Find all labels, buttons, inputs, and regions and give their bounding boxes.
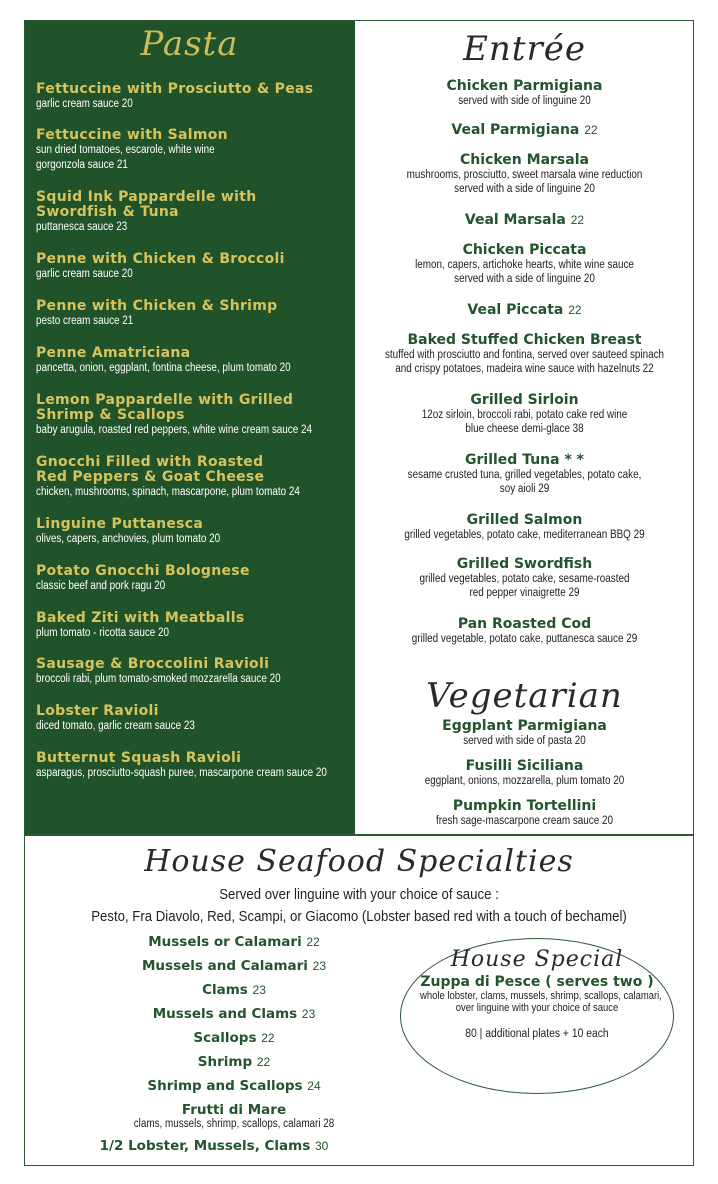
entree-item-name-text: Chicken Parmigiana	[446, 78, 603, 94]
pasta-item-name-2: Shrimp & Scallops	[36, 407, 185, 423]
entree-item	[358, 152, 691, 196]
house-special-title: House Special	[450, 947, 624, 972]
entree-item-desc: grilled vegetables, potato cake, sesame-roasted	[419, 573, 630, 585]
entree-item-desc-2: soy aioli 29	[499, 483, 550, 495]
entree-item-name	[358, 512, 691, 528]
seafood-item-name-text: Clams	[202, 982, 248, 998]
seafood-item-name-text: Shrimp and Scallops	[147, 1078, 303, 1094]
seafood-item	[54, 934, 414, 950]
vegetarian-title: Vegetarian	[426, 676, 623, 716]
pasta-item-desc: pesto cream sauce 21	[36, 315, 134, 327]
entree-item-desc: grilled vegetable, potato cake, puttanesca sauce 29	[411, 633, 638, 645]
entree-item-name-text: Pan Roasted Cod	[457, 616, 592, 632]
entree-item-name-text: Grilled Swordfish	[456, 556, 593, 572]
entree-item-desc: lemon, capers, artichoke hearts, white wine sauce	[415, 259, 634, 271]
seafood-item	[54, 958, 414, 974]
seafood-item-name	[54, 934, 414, 950]
seafood-item-name-text: Shrimp	[197, 1054, 253, 1070]
pasta-item-desc: broccoli rabi, plum tomato-smoked mozzarella sauce 20	[36, 673, 281, 685]
pasta-item-desc: diced tomato, garlic cream sauce 23	[36, 720, 195, 732]
entree-item-price: 22	[584, 123, 598, 137]
entree-item	[358, 512, 691, 542]
entree-item	[358, 78, 691, 108]
entree-item-name-text: Grilled Sirloin	[470, 392, 579, 408]
pasta-item	[36, 657, 320, 687]
entree-item-name-text: Grilled Tuna * *	[465, 452, 584, 468]
seafood-item-name-text: 1/2 Lobster, Mussels, Clams	[99, 1138, 311, 1154]
vegetarian-item-name: Eggplant Parmigiana	[442, 718, 607, 734]
entree-item-name	[358, 392, 691, 408]
pasta-item-name: Sausage & Broccolini Ravioli	[36, 656, 270, 672]
entree-item-desc: served with side of linguine 20	[458, 95, 591, 107]
seafood-item-name-text: Mussels and Clams	[152, 1006, 298, 1022]
seafood-item-price: 22	[306, 935, 320, 949]
pasta-item-name: Squid Ink Pappardelle with	[36, 189, 257, 205]
seafood-intro: Served over linguine with your choice of sauce :	[219, 886, 499, 903]
pasta-item-desc: baby arugula, roasted red peppers, white wine cream sauce 24	[36, 424, 312, 436]
seafood-item-name	[54, 958, 414, 974]
entree-item-desc-2: served with a side of linguine 20	[454, 183, 595, 195]
pasta-title: Pasta	[140, 24, 239, 64]
seafood-item-price: 22	[261, 1031, 275, 1045]
pasta-item-desc: plum tomato - ricotta sauce 20	[36, 627, 170, 639]
house-special-desc: whole lobster, clams, mussels, shrimp, scallops, calamari,	[420, 990, 662, 1002]
entree-item-name	[358, 242, 691, 258]
pasta-item-desc: puttanesca sauce 23	[36, 221, 128, 233]
seafood-item-price: 23	[301, 1007, 316, 1021]
entree-item	[358, 616, 691, 646]
pasta-item-desc: garlic cream sauce 20	[36, 98, 133, 110]
seafood-item	[54, 1054, 414, 1070]
vegetarian-item-name: Pumpkin Tortellini	[452, 798, 597, 814]
vegetarian-item	[358, 718, 691, 748]
seafood-item	[54, 1030, 414, 1046]
entree-item	[358, 556, 691, 600]
entree-item-name	[358, 122, 691, 138]
pasta-item	[36, 751, 374, 781]
entree-item-name	[358, 212, 691, 228]
pasta-item	[36, 346, 332, 376]
vegetarian-item-name: Fusilli Siciliana	[465, 758, 584, 774]
seafood-item-price: 23	[252, 983, 266, 997]
pasta-item-name: Penne with Chicken & Broccoli	[36, 251, 285, 267]
pasta-item-name: Baked Ziti with Meatballs	[36, 610, 245, 626]
pasta-item-name: Fettuccine with Salmon	[36, 127, 228, 143]
pasta-item-desc: olives, capers, anchovies, plum tomato 20	[36, 533, 221, 545]
pasta-item	[36, 704, 221, 734]
entree-item-name-text: Grilled Salmon	[466, 512, 583, 528]
entree-title: Entrée	[463, 29, 586, 69]
pasta-item-name-2: Red Peppers & Goat Cheese	[36, 469, 265, 485]
pasta-item	[36, 611, 245, 641]
pasta-item	[36, 128, 244, 173]
entree-item-desc-2: blue cheese demi-glace 38	[465, 423, 584, 435]
pasta-item	[36, 190, 257, 235]
pasta-item-name: Fettuccine with Prosciutto & Peas	[36, 81, 314, 97]
seafood-item-price: 23	[312, 959, 326, 973]
seafood-item	[54, 1078, 414, 1094]
entree-item-desc-2: and crispy potatoes, madeira wine sauce with hazelnuts 22	[395, 363, 654, 375]
seafood-item-name-text: Frutti di Mare	[181, 1102, 287, 1118]
entree-item-price: 22	[570, 213, 585, 227]
entree-item-name	[358, 452, 691, 468]
pasta-item-desc: asparagus, prosciutto-squash puree, mascarpone cream sauce 20	[36, 767, 327, 779]
seafood-item-name	[54, 1054, 414, 1070]
entree-item-name-text: Chicken Piccata	[462, 242, 587, 258]
pasta-item-name: Gnocchi Filled with Roasted	[36, 454, 264, 470]
pasta-item	[36, 252, 285, 282]
seafood-item-name-text: Mussels or Calamari	[148, 934, 302, 950]
vegetarian-item	[358, 758, 691, 788]
pasta-item	[36, 517, 250, 547]
pasta-item-name-2: Swordfish & Tuna	[36, 204, 179, 220]
seafood-item-name	[54, 1006, 414, 1022]
entree-item-desc: 12oz sirloin, broccoli rabi, potato cake red wine	[421, 409, 628, 421]
seafood-item	[24, 1138, 404, 1154]
pasta-item-desc-2: gorgonzola sauce 21	[36, 159, 128, 171]
pasta-item-name: Linguine Puttanesca	[36, 516, 204, 532]
pasta-item	[36, 82, 313, 112]
pasta-item-desc: chicken, mushrooms, spinach, mascarpone, plum tomato 24	[36, 486, 300, 498]
entree-item	[358, 242, 691, 286]
seafood-item-price: 30	[314, 1139, 329, 1153]
pasta-item-name: Lemon Pappardelle with Grilled	[36, 392, 294, 408]
entree-item-name	[358, 302, 691, 318]
pasta-item-name: Butternut Squash Ravioli	[36, 750, 242, 766]
entree-item-name	[358, 332, 691, 348]
pasta-item-desc: garlic cream sauce 20	[36, 268, 133, 280]
entree-item-price: 22	[568, 303, 582, 317]
entree-item	[358, 452, 691, 496]
pasta-item-desc: sun dried tomatoes, escarole, white wine	[36, 144, 215, 156]
pasta-item-desc: classic beef and pork ragu 20	[36, 580, 166, 592]
entree-item-desc-2: red pepper vinaigrette 29	[469, 587, 580, 599]
entree-item	[358, 302, 691, 318]
vegetarian-item-desc: eggplant, onions, mozzarella, plum tomato 20	[424, 775, 625, 787]
seafood-item-name	[54, 1102, 414, 1118]
seafood-item-name	[24, 1138, 404, 1154]
pasta-item-name: Potato Gnocchi Bolognese	[36, 563, 250, 579]
pasta-item-name: Penne with Chicken & Shrimp	[36, 298, 278, 314]
entree-item-name	[358, 78, 691, 94]
entree-item	[358, 392, 691, 436]
pasta-item-name: Penne Amatriciana	[36, 345, 191, 361]
vegetarian-item-desc: fresh sage-mascarpone cream sauce 20	[435, 815, 613, 827]
pasta-item	[36, 564, 250, 594]
entree-item-name	[358, 556, 691, 572]
entree-item-name-text: Veal Marsala	[464, 212, 566, 228]
seafood-item	[54, 1102, 414, 1130]
entree-item-name-text: Baked Stuffed Chicken Breast	[407, 332, 642, 348]
entree-item	[358, 122, 691, 138]
pasta-item	[36, 299, 277, 329]
seafood-item-desc: clams, mussels, shrimp, scallops, calamari 28	[133, 1118, 335, 1130]
entree-item-name-text: Chicken Marsala	[460, 152, 589, 168]
section-divider	[24, 834, 694, 836]
entree-item	[358, 212, 691, 228]
seafood-item-name-text: Mussels and Calamari	[142, 958, 308, 974]
entree-item-name-text: Veal Parmigiana	[451, 122, 580, 138]
seafood-title: House Seafood Specialties	[144, 844, 574, 879]
seafood-item-name-text: Scallops	[193, 1030, 257, 1046]
seafood-item-name	[54, 1030, 414, 1046]
seafood-sauce-options: Pesto, Fra Diavolo, Red, Scampi, or Giacomo (Lobster based red with a touch of bechamel)	[91, 908, 627, 925]
entree-item-desc: stuffed with prosciutto and fontina, served over sauteed spinach	[384, 349, 665, 361]
seafood-item-price: 24	[307, 1079, 321, 1093]
entree-item-desc-2: served with a side of linguine 20	[454, 273, 595, 285]
pasta-item-name: Lobster Ravioli	[36, 703, 159, 719]
house-special-desc-2: over linguine with your choice of sauce	[455, 1002, 619, 1014]
entree-item-desc: mushrooms, prosciutto, sweet marsala wine reduction	[406, 169, 643, 181]
pasta-item-desc: pancetta, onion, eggplant, fontina cheese, plum tomato 20	[36, 362, 291, 374]
seafood-item	[54, 982, 414, 998]
entree-item	[358, 332, 691, 376]
seafood-item-name	[54, 1078, 414, 1094]
entree-column	[358, 24, 691, 827]
entree-item-desc: sesame crusted tuna, grilled vegetables, potato cake,	[407, 469, 642, 481]
house-special-oval	[400, 938, 674, 1094]
entree-item-name-text: Veal Piccata	[467, 302, 564, 318]
seafood-item-price: 22	[256, 1055, 271, 1069]
seafood-item	[54, 1006, 414, 1022]
vegetarian-item-desc: served with side of pasta 20	[463, 735, 586, 747]
entree-item-desc: grilled vegetables, potato cake, mediterranean BBQ 29	[404, 529, 645, 541]
pasta-item	[36, 393, 357, 438]
pasta-item	[36, 455, 343, 500]
entree-item-name	[358, 616, 691, 632]
house-special-price: 80 | additional plates + 10 each	[465, 1028, 609, 1040]
entree-item-name	[358, 152, 691, 168]
seafood-item-name	[54, 982, 414, 998]
vegetarian-item	[358, 798, 691, 828]
house-special-name: Zuppa di Pesce ( serves two )	[420, 974, 654, 990]
